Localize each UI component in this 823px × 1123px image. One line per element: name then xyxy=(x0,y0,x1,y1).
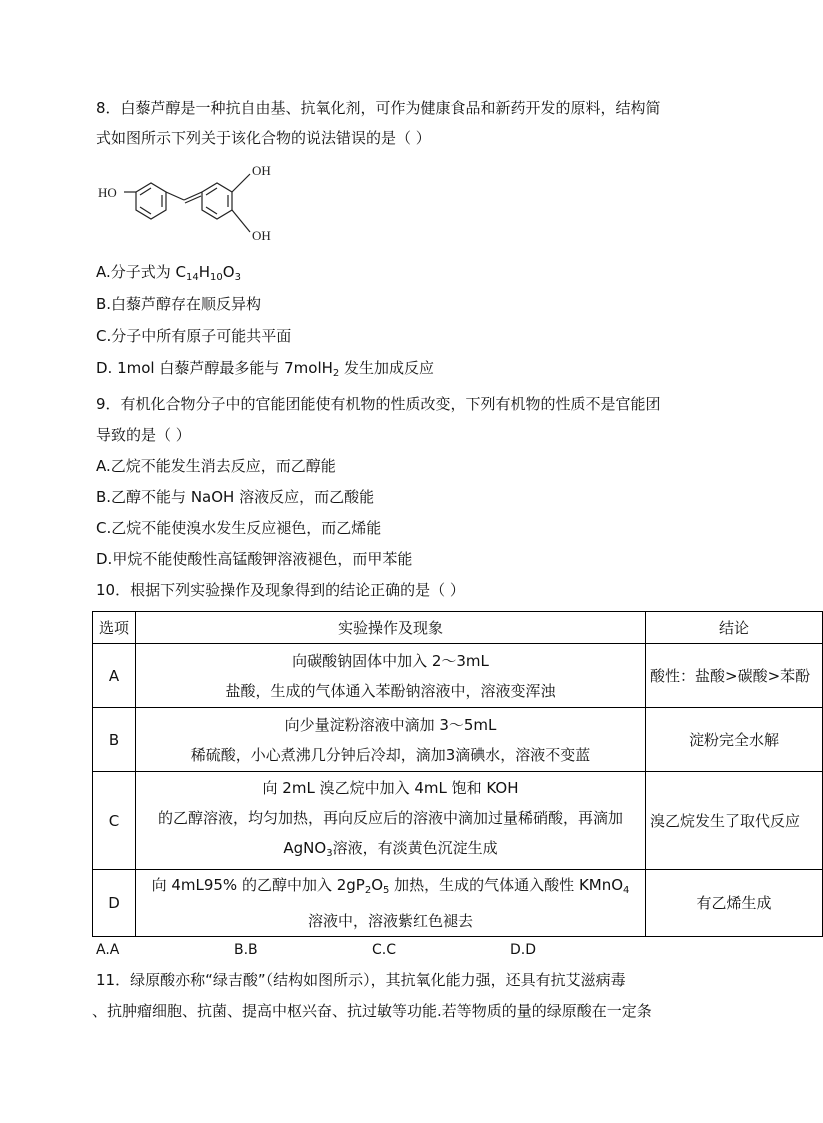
q9-option-b: B.乙醇不能与 NaOH 溶液反应，而乙酸能 xyxy=(96,488,375,506)
q9-stem-line1: 9．有机化合物分子中的官能团能使有机物的性质改变，下列有机物的性质不是官能团 xyxy=(96,395,661,413)
q8-option-a: A.分子式为 $C_{14}H_{10}O_3$ xyxy=(96,263,241,283)
q8-option-b: B.白藜芦醇存在顺反异构 xyxy=(96,295,262,313)
q11-stem-line1: 11．绿原酸亦称“绿吉酸”（结构如图所示），其抗氧化能力强，还具有抗艾滋病毒 xyxy=(96,971,626,989)
table-row-a xyxy=(93,644,823,708)
table-row-b xyxy=(93,708,823,772)
row-c-option: C xyxy=(93,772,136,870)
row-a-option: A xyxy=(93,644,136,708)
q9-stem-line2: 导致的是（ ） xyxy=(96,426,191,444)
table-header-row xyxy=(93,612,823,644)
q11-stem-line2: 、抗肿瘤细胞、抗菌、提高中枢兴奋、抗过敏等功能.若等物质的量的绿原酸在一定条 xyxy=(92,1002,652,1020)
ho-left-label: HO xyxy=(98,185,117,200)
row-b-operation: 向少量淀粉溶液中滴加 3～5mL 稀硫酸，小心煮沸几分钟后冷却，滴加3滴碘水，溶液不变蓝 xyxy=(136,708,646,772)
q10-option-b: B.B xyxy=(234,942,258,958)
q9-option-c: C.乙烷不能使溴水发生反应褪色，而乙烯能 xyxy=(96,519,382,537)
q8-stem-line1: 8．白藜芦醇是一种抗自由基、抗氧化剂，可作为健康食品和新药开发的原料，结构简 xyxy=(96,99,661,117)
resveratrol-structure xyxy=(94,160,294,252)
row-c-conclusion: 溴乙烷发生了取代反应 xyxy=(646,772,823,870)
oh-bottom-label: OH xyxy=(252,228,271,243)
row-d-option: D xyxy=(93,870,136,937)
oh-top-label: OH xyxy=(252,163,271,178)
header-option: 选项 xyxy=(93,612,136,644)
row-c-operation: 向 2mL 溴乙烷中加入 4mL 饱和 KOH 的乙醇溶液，均匀加热，再向反应后的溶液中滴加过量稀硝酸，再滴加 AgNO$_3$溶液，有淡黄色沉淀生成 xyxy=(136,772,646,870)
row-d-operation: 向 4mL95% 的乙醇中加入 $2gP_2O_5$ 加热，生成的气体通入酸性 KMnO$_4$ 溶液中，溶液紫红色褪去 xyxy=(136,870,646,937)
row-b-option: B xyxy=(93,708,136,772)
q10-stem: 10．根据下列实验操作及现象得到的结论正确的是（ ） xyxy=(96,581,465,599)
q8-option-c: C.分子中所有原子可能共平面 xyxy=(96,327,292,345)
row-b-conclusion: 淀粉完全水解 xyxy=(646,708,823,772)
q9-option-a: A.乙烷不能发生消去反应，而乙醇能 xyxy=(96,457,336,475)
q10-option-d: D.D xyxy=(510,942,537,958)
q10-experiment-table xyxy=(92,611,823,937)
table-row-d xyxy=(93,870,823,937)
q10-option-c: C.C xyxy=(372,942,397,958)
header-operation: 实验操作及现象 xyxy=(136,612,646,644)
q8-stem-line2: 式如图所示下列关于该化合物的说法错误的是（ ） xyxy=(96,129,431,147)
row-a-operation: 向碳酸钠固体中加入 2～3mL 盐酸，生成的气体通入苯酚钠溶液中，溶液变浑浊 xyxy=(136,644,646,708)
q8-option-d: D. 1mol 白藜芦醇最多能与 7molH$_2$ 发生加成反应 xyxy=(96,359,435,379)
row-a-conclusion: 酸性：盐酸>碳酸>苯酚 xyxy=(646,644,823,708)
q10-option-a: A.A xyxy=(96,942,120,958)
q9-option-d: D.甲烷不能使酸性高锰酸钾溶液褪色，而甲苯能 xyxy=(96,550,413,568)
header-conclusion: 结论 xyxy=(646,612,823,644)
table-row-c xyxy=(93,772,823,870)
row-d-conclusion: 有乙烯生成 xyxy=(646,870,823,937)
